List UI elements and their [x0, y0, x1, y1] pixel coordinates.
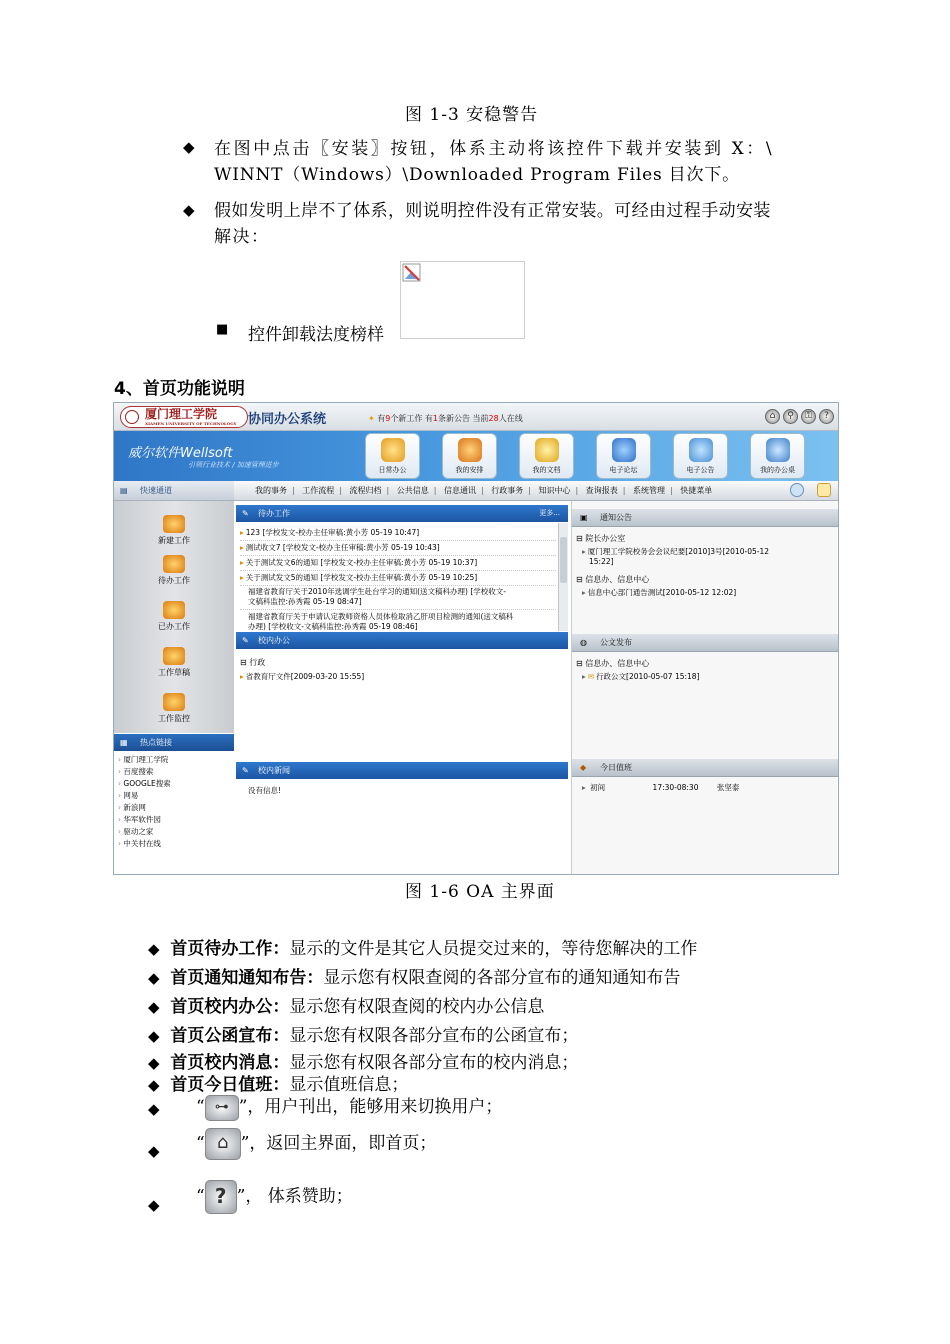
row-divider [240, 570, 556, 571]
pencil-icon: ✎ [242, 509, 249, 518]
figure-1-3-caption: 图 1-3 安稳警告 [405, 105, 539, 125]
notice-row[interactable]: ▸ 信息中心部门通告测试[2010-05-12 12:02] [582, 588, 737, 597]
pending-work-icon [163, 555, 185, 573]
official-group[interactable]: ⊟ 信息办、信息中心 [576, 659, 650, 668]
feature-item: ◆ 首页校内消息：显示您有权限各部分宣布的校内消息； [148, 1053, 579, 1073]
diamond-bullet-icon: ◆ [183, 138, 195, 156]
todo-row[interactable]: ▸ 关于测试发文5的通知 [学校发文-校办主任审稿:黄小芳 05-19 10:25] [240, 573, 478, 582]
menu-item[interactable]: 公共信息 [396, 486, 429, 495]
new-work-icon [163, 515, 185, 533]
feature-item: ◆ 首页今日值班：显示值班信息； [148, 1075, 409, 1095]
draft-work-button[interactable]: 工作草稿 [114, 647, 234, 678]
official-doc-header: ◍ 公文发布 [572, 634, 838, 652]
oa-notice-bar[interactable]: ✦ 有9个新工作 有1条新公告 当前28人在线 [368, 414, 523, 423]
done-work-button[interactable]: 已办工作 [114, 601, 234, 632]
pencil-icon: ✎ [242, 636, 249, 645]
hot-link[interactable]: › 网易 [118, 790, 171, 802]
diamond-bullet-icon: ◆ [148, 1142, 160, 1160]
menu-item[interactable]: 查询报表 [585, 486, 618, 495]
hot-link[interactable]: › 厦门理工学院 [118, 754, 171, 766]
todo-scrollbar[interactable] [558, 523, 568, 631]
install-line-1: 在图中点击〖安装〗按钮，体系主动将该控件下载并安装到 X：\ [214, 139, 775, 159]
todo-more-link[interactable]: 更多... [539, 509, 560, 517]
schedule-icon [458, 438, 482, 462]
hot-link[interactable]: › GOOGLE搜索 [118, 778, 171, 790]
row-divider [240, 585, 556, 586]
nav-daily-office-button[interactable]: 日常办公 [365, 433, 420, 479]
todo-row[interactable]: ▸ 关于测试发文6的通知 [学校发文-校办主任审稿:黄小芳 05-19 10:37] [240, 558, 478, 567]
help-item: “ ? ”， 体系赞助； [196, 1180, 353, 1214]
notice-panel-header: ▣ 通知公告 [572, 509, 838, 527]
official-row[interactable]: ▸ ✉ 行政公文[2010-05-07 15:18] [582, 672, 700, 681]
hot-links-header: ▦ 热点链接 [114, 734, 234, 751]
menu-item[interactable]: 信息通讯 [444, 486, 476, 495]
menu-item[interactable]: 系统管理 [633, 486, 665, 495]
row-divider [240, 540, 556, 541]
quick-channel[interactable]: ▤ 快速通道 [114, 481, 234, 500]
oa-right-column [571, 501, 837, 874]
new-work-button[interactable]: 新建工作 [114, 515, 234, 546]
menu-item[interactable]: 行政事务 [491, 486, 524, 495]
campus-news-header: ✎ 校内新闻 [236, 762, 568, 779]
school-seal-icon [125, 410, 139, 424]
oa-menu-bar [114, 481, 838, 501]
fail-line-1: 假如发明上岸不了体系，则说明控件没有正常安装。可经由过程手动安装 [214, 201, 771, 221]
notice-group[interactable]: ⊟ 信息办、信息中心 [576, 575, 650, 584]
help-icon: ? [205, 1180, 237, 1214]
todo-header: ✎ 待办工作 更多... [236, 505, 568, 522]
feature-item: ◆ 首页待办工作：显示的文件是其它人员提交过来的，等待您解决的工作 [148, 939, 698, 959]
search-icon[interactable]: ⚲ [783, 409, 798, 424]
key-icon[interactable]: ⚿ [801, 409, 816, 424]
pencil-icon: ✎ [242, 766, 249, 775]
logout-item: “ ⊶ ”，用户刊出，能够用来切换用户； [196, 1092, 502, 1121]
duty-icon: ◆ [580, 763, 587, 772]
notice-icon: ▣ [580, 513, 588, 522]
monitor-work-icon [163, 693, 185, 711]
campus-news-empty: 没有信息! [248, 786, 282, 795]
hot-link[interactable]: › 驱动之家 [118, 826, 171, 838]
work-shortcuts-panel [114, 501, 234, 733]
figure-1-6-caption: 图 1-6 OA 主界面 [405, 882, 555, 902]
campus-office-header: ✎ 校内办公 [236, 632, 568, 649]
bulb-icon: ✦ [368, 414, 375, 423]
install-paragraph [214, 136, 854, 188]
nav-my-documents-button[interactable]: 我的文档 [519, 433, 574, 479]
diamond-bullet-icon: ◆ [148, 1196, 160, 1214]
menu-item[interactable]: 流程归档 [349, 486, 382, 495]
done-work-icon [163, 601, 185, 619]
hot-link[interactable]: › 华军软件园 [118, 814, 171, 826]
chat-icon[interactable] [790, 483, 804, 497]
broken-image-placeholder [400, 261, 525, 339]
install-line-2: WINNT（Windows）\Downloaded Program Files 目次下。 [214, 165, 740, 185]
table-icon: ▦ [120, 738, 128, 747]
oa-system-title: 协同办公系统 [248, 412, 327, 427]
quick-channel-icon: ▤ [120, 486, 128, 495]
oa-middle-column [236, 501, 568, 874]
feature-item: ◆ 首页校内办公：显示您有权限查阅的校内办公信息 [148, 997, 545, 1017]
scrollbar-thumb[interactable] [560, 537, 567, 583]
edit-icon[interactable] [817, 483, 831, 497]
campus-office-group[interactable]: ⊟ 行政 [240, 658, 266, 667]
globe-icon: ◍ [580, 638, 587, 647]
pending-work-button[interactable]: 待办工作 [114, 555, 234, 586]
uninstall-item: 控件卸载法度榜样 [248, 325, 384, 345]
help-icon[interactable]: ? [819, 409, 834, 424]
menu-item[interactable]: 快捷菜单 [680, 486, 713, 495]
campus-office-row[interactable]: ▸ 省教育厅文件[2009-03-20 15:55] [240, 672, 365, 681]
oa-left-column [114, 501, 234, 874]
nav-announcement-button[interactable]: 电子公告 [673, 433, 728, 479]
hot-link[interactable]: › 百度搜索 [118, 766, 171, 778]
diamond-bullet-icon: ◆ [183, 201, 195, 219]
oa-brand: 威尔软件Wellsoft [128, 446, 233, 461]
fail-line-2: 解决： [214, 227, 270, 247]
row-divider [240, 555, 556, 556]
hot-links-list [118, 754, 171, 850]
menu-item[interactable]: 知识中心 [538, 486, 571, 495]
nav-my-schedule-button[interactable]: 我的安排 [442, 433, 497, 479]
todo-row[interactable]: ▸ 123 [学校发文-校办主任审稿:黄小芳 05-19 10:47] [240, 528, 420, 537]
fail-paragraph [214, 198, 854, 250]
nav-my-desk-button[interactable]: 我的办公桌 [750, 433, 805, 479]
duty-header: ◆ 今日值班 [572, 759, 838, 777]
forum-icon [612, 438, 636, 462]
draft-work-icon [163, 647, 185, 665]
notice-group[interactable]: ⊟ 院长办公室 [576, 534, 626, 543]
home-icon[interactable]: ⌂ [765, 409, 780, 424]
hot-link[interactable]: › 中关村在线 [118, 838, 171, 850]
announcement-icon [689, 438, 713, 462]
todo-row[interactable]: ▸ 测试收文7 [学校发文-校办主任审稿:黄小芳 05-19 10:43] [240, 543, 440, 552]
desk-icon [766, 438, 790, 462]
oa-main-menu: 我的事务 | 工作流程 | 流程归档 | 公共信息 | 信息通讯 | 行政事务 | 知识中心 | 查询报表 | 系统管理 | 快捷菜单 [250, 481, 717, 500]
nav-forum-button[interactable]: 电子论坛 [596, 433, 651, 479]
key-icon: ⊶ [205, 1095, 239, 1121]
documents-icon [535, 438, 559, 462]
menu-item[interactable]: 工作流程 [302, 486, 335, 495]
menu-item[interactable]: 我的事务 [255, 486, 287, 495]
oa-top-bar [114, 403, 838, 431]
home-icon: ⌂ [205, 1128, 241, 1160]
home-item: “ ⌂ ”，返回主界面，即首页； [196, 1128, 436, 1160]
broken-image-icon [402, 263, 422, 283]
monitor-work-button[interactable]: 工作监控 [114, 693, 234, 724]
oa-banner [114, 431, 838, 481]
feature-item: ◆ 首页公函宣布：显示您有权限各部分宣布的公函宣布； [148, 1026, 579, 1046]
feature-item: ◆ 首页通知通知布告：显示您有权限查阅的各部分宣布的通知通知布告 [148, 968, 681, 988]
duty-row: ▸ 初间 17:30-08:30 张坚泰 [582, 783, 740, 792]
oa-logo: 厦门理工学院 XIAMEN UNIVERSITY OF TECHNOLOGY [120, 406, 248, 428]
diamond-bullet-icon: ◆ [148, 1100, 160, 1118]
daily-office-icon [381, 438, 405, 462]
row-divider [240, 609, 556, 610]
section-heading: 4、首页功能说明 [114, 379, 245, 399]
oa-slogan: 引领行业技术 / 加速管理进步 [188, 461, 279, 469]
hot-link[interactable]: › 新浪网 [118, 802, 171, 814]
oa-main-screenshot [113, 402, 839, 875]
square-bullet-icon: ■ [216, 322, 229, 337]
oa-top-icons [765, 409, 834, 424]
todo-row[interactable]: 福建省教育厅关于2010年选调学生赴台学习的通知(送文稿科办理) [学校收文- 文稿科监控:孙秀霞 05-19 08:47] [248, 587, 506, 606]
notice-row[interactable]: ▸ 厦门理工学院校务会会议纪要[2010]3号[2010-05-12 15:22] [582, 547, 769, 566]
todo-row[interactable]: 福建省教育厅关于申请认定教师资格人员体检取消乙肝项目检测的通知(送文稿科 办理) [学校收文-文稿科监控:孙秀霞 05-19 08:46] [248, 612, 514, 631]
